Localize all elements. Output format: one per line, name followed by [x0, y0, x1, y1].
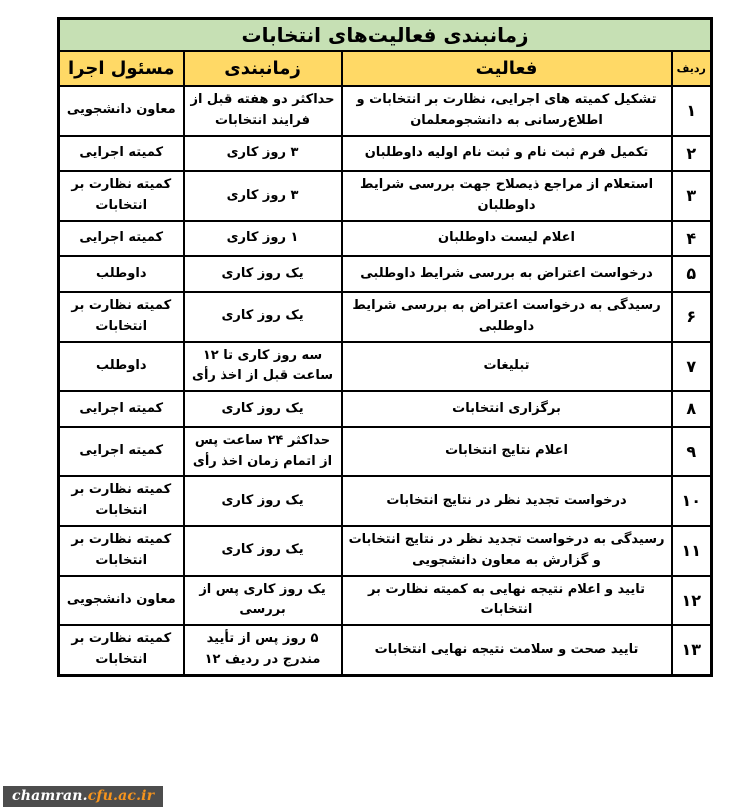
- table-row: [59, 427, 712, 477]
- executor-cell: معاون دانشجویی: [59, 86, 184, 136]
- activity-cell: تبلیغات: [342, 342, 672, 392]
- activity-cell: تایید و اعلام نتیجه نهایی به کمیته نظارت بر انتخابات: [342, 576, 672, 626]
- executor-cell: کمیته اجرایی: [59, 221, 184, 257]
- page-title: زمانبندی فعالیت‌های انتخابات: [59, 19, 712, 52]
- row-number: ۱۰: [672, 476, 712, 526]
- schedule-cell: ۱ روز کاری: [184, 221, 342, 257]
- header-schedule: زمانبندی: [184, 51, 342, 86]
- schedule-cell: یک روز کاری پس از بررسی: [184, 576, 342, 626]
- activity-cell: تایید صحت و سلامت نتیجه نهایی انتخابات: [342, 625, 672, 675]
- activity-cell: درخواست اعتراض به بررسی شرایط داوطلبی: [342, 256, 672, 292]
- schedule-cell: یک روز کاری: [184, 391, 342, 427]
- activity-cell: استعلام از مراجع ذیصلاح جهت بررسی شرایط داوطلبان: [342, 171, 672, 221]
- watermark-prefix: chamran.: [12, 788, 88, 804]
- row-number: ۸: [672, 391, 712, 427]
- executor-cell: کمیته نظارت بر انتخابات: [59, 526, 184, 576]
- schedule-cell: یک روز کاری: [184, 476, 342, 526]
- activity-cell: برگزاری انتخابات: [342, 391, 672, 427]
- executor-cell: کمیته نظارت بر انتخابات: [59, 625, 184, 675]
- table-row: [59, 526, 712, 576]
- header-row-number: ردیف: [672, 51, 712, 86]
- activity-cell: رسیدگی به درخواست اعتراض به بررسی شرایط داوطلبی: [342, 292, 672, 342]
- row-number: ۱۲: [672, 576, 712, 626]
- table-row: [59, 476, 712, 526]
- schedule-cell: یک روز کاری: [184, 292, 342, 342]
- header-activity: فعالیت: [342, 51, 672, 86]
- row-number: ۱۱: [672, 526, 712, 576]
- executor-cell: کمیته اجرایی: [59, 391, 184, 427]
- table-row: [59, 221, 712, 257]
- table-row: [59, 391, 712, 427]
- schedule-cell: حداکثر دو هفته قبل از فرایند انتخابات: [184, 86, 342, 136]
- table-row: [59, 576, 712, 626]
- activity-cell: رسیدگی به درخواست تجدید نظر در نتایج انتخابات و گزارش به معاون دانشجویی: [342, 526, 672, 576]
- activity-cell: تشکیل کمیته های اجرایی، نظارت بر انتخابات و اطلاع‌رسانی به دانشجومعلمان: [342, 86, 672, 136]
- row-number: ۱: [672, 86, 712, 136]
- table-row: [59, 136, 712, 172]
- activity-cell: تکمیل فرم ثبت نام و ثبت نام اولیه داوطلبان: [342, 136, 672, 172]
- schedule-cell: یک روز کاری: [184, 256, 342, 292]
- activity-cell: اعلام لیست داوطلبان: [342, 221, 672, 257]
- header-executor: مسئول اجرا: [59, 51, 184, 86]
- executor-cell: معاون دانشجویی: [59, 576, 184, 626]
- row-number: ۵: [672, 256, 712, 292]
- schedule-cell: ۳ روز کاری: [184, 171, 342, 221]
- table-row: [59, 625, 712, 675]
- table-row: [59, 256, 712, 292]
- executor-cell: کمیته نظارت بر انتخابات: [59, 476, 184, 526]
- row-number: ۱۳: [672, 625, 712, 675]
- table-row: [59, 171, 712, 221]
- executor-cell: کمیته اجرایی: [59, 427, 184, 477]
- row-number: ۴: [672, 221, 712, 257]
- table-row: [59, 292, 712, 342]
- executor-cell: داوطلب: [59, 256, 184, 292]
- executor-cell: کمیته نظارت بر انتخابات: [59, 292, 184, 342]
- row-number: ۹: [672, 427, 712, 477]
- schedule-cell: حداکثر ۲۴ ساعت پس از اتمام زمان اخذ رأی: [184, 427, 342, 477]
- schedule-cell: ۵ روز پس از تأیید مندرج در ردیف ۱۲: [184, 625, 342, 675]
- executor-cell: کمیته اجرایی: [59, 136, 184, 172]
- title-row: [59, 19, 712, 52]
- row-number: ۶: [672, 292, 712, 342]
- activity-cell: اعلام نتایج انتخابات: [342, 427, 672, 477]
- schedule-cell: سه روز کاری تا ۱۲ ساعت قبل از اخذ رأی: [184, 342, 342, 392]
- activity-cell: درخواست تجدید نظر در نتایج انتخابات: [342, 476, 672, 526]
- schedule-cell: ۳ روز کاری: [184, 136, 342, 172]
- row-number: ۲: [672, 136, 712, 172]
- schedule-cell: یک روز کاری: [184, 526, 342, 576]
- table-row: [59, 342, 712, 392]
- table-row: [59, 86, 712, 136]
- election-schedule-table: [57, 17, 713, 677]
- watermark-domain: cfu.ac.ir: [87, 788, 155, 804]
- row-number: ۳: [672, 171, 712, 221]
- executor-cell: داوطلب: [59, 342, 184, 392]
- executor-cell: کمیته نظارت بر انتخابات: [59, 171, 184, 221]
- column-header-row: [59, 51, 712, 86]
- site-watermark: [3, 786, 163, 807]
- row-number: ۷: [672, 342, 712, 392]
